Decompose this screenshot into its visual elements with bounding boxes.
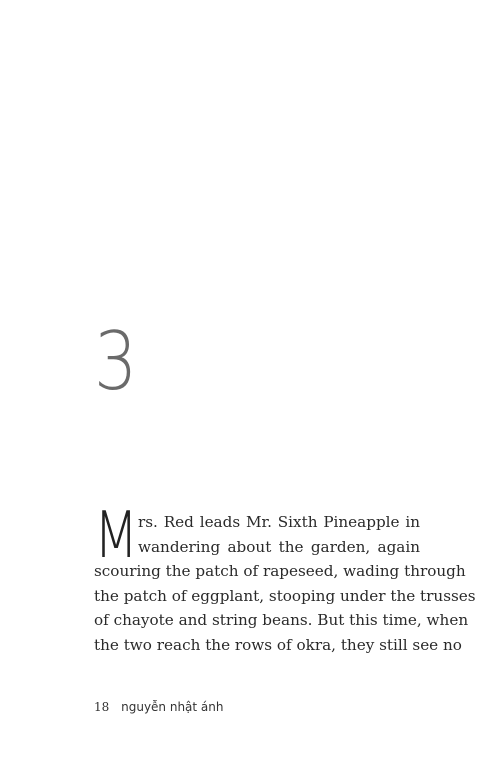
text-line: the two reach the rows of okra, they still see no xyxy=(94,635,462,654)
text-line: the patch of eggplant, stooping under the trusses xyxy=(94,586,476,605)
author-name: nguyễn nhật ánh xyxy=(121,700,224,714)
text-line: of chayote and string beans. But this time, when xyxy=(94,611,469,629)
drop-cap: M xyxy=(94,499,139,573)
text-line: wandering about the garden, again xyxy=(138,537,420,556)
chapter-number: 3 xyxy=(94,315,138,408)
body-paragraph xyxy=(94,499,476,657)
text-line: rs. Red leads Mr. Sixth Pineapple in xyxy=(138,513,420,531)
page-footer xyxy=(94,700,224,714)
text-line: scouring the patch of rapeseed, wading through xyxy=(94,562,466,580)
page-number: 18 xyxy=(94,700,110,714)
